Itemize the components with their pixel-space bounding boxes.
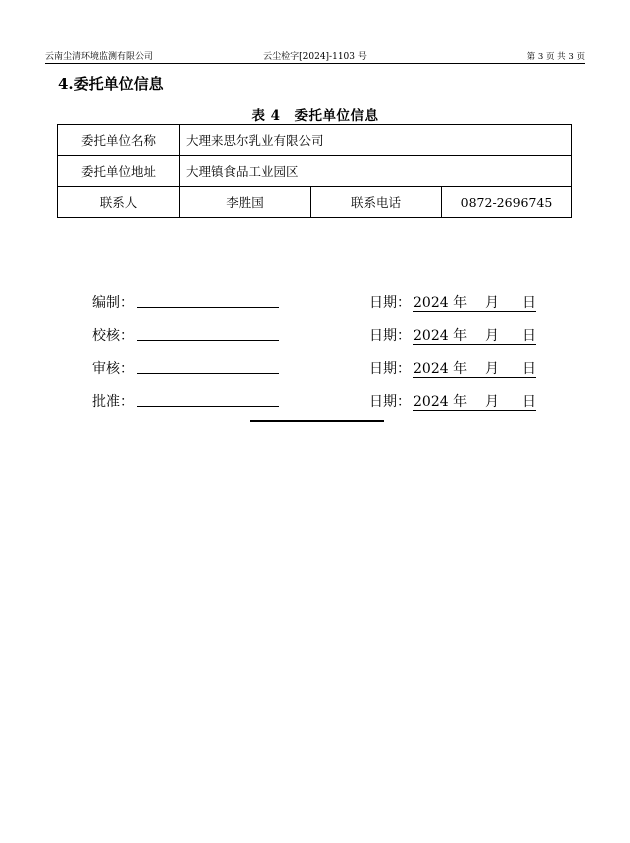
signature-role: 编制： [92,295,134,311]
table-row [58,156,572,187]
date-year: 2024 年 [413,361,468,377]
client-name-label: 委托单位名称 [58,125,180,156]
date-day: 日 [522,295,536,311]
date-label: 日期： [369,328,411,344]
signature-role: 审核： [92,361,134,377]
date-day: 日 [522,328,536,344]
client-info-table [57,124,572,218]
date-year: 2024 年 [413,295,468,311]
date-label: 日期： [369,295,411,311]
signature-role: 校核： [92,328,134,344]
page-header [45,49,585,63]
date-year: 2024 年 [413,328,468,344]
client-address-label: 委托单位地址 [58,156,180,187]
contact-label: 联系人 [58,187,180,218]
signature-line[interactable] [137,307,279,308]
date-month: 月 [485,361,499,377]
date-month: 月 [485,295,499,311]
signature-line[interactable] [137,406,279,407]
client-name-value: 大理来思尔乳业有限公司 [180,125,572,156]
client-address-value: 大理镇食品工业园区 [180,156,572,187]
signature-row-reviewed [92,358,552,378]
date-label: 日期： [369,394,411,410]
signature-line[interactable] [137,340,279,341]
date-month: 月 [485,328,499,344]
header-divider [45,63,585,64]
contact-value: 李胜国 [180,187,311,218]
date-field[interactable] [413,325,536,345]
section-title: 4.委托单位信息 [58,75,164,93]
table-row [58,187,572,218]
signature-line[interactable] [137,373,279,374]
table-row [58,125,572,156]
date-month: 月 [485,394,499,410]
header-page-number: 第 3 页 共 3 页 [526,52,585,62]
date-field[interactable] [413,391,536,411]
header-company: 云南尘清环境监测有限公司 [45,52,154,62]
end-of-report-rule [250,420,384,422]
header-report-number: 云尘检字[2024]-1103 号 [263,52,367,62]
date-label: 日期： [369,361,411,377]
table-caption: 表 4 委托单位信息 [251,108,379,124]
signature-row-prepared [92,292,552,312]
date-field[interactable] [413,292,536,312]
date-year: 2024 年 [413,394,468,410]
date-field[interactable] [413,358,536,378]
phone-label: 联系电话 [311,187,442,218]
signature-row-approved [92,391,552,411]
signature-role: 批准： [92,394,134,410]
date-day: 日 [522,394,536,410]
date-day: 日 [522,361,536,377]
signature-row-checked [92,325,552,345]
phone-value: 0872-2696745 [442,187,572,218]
